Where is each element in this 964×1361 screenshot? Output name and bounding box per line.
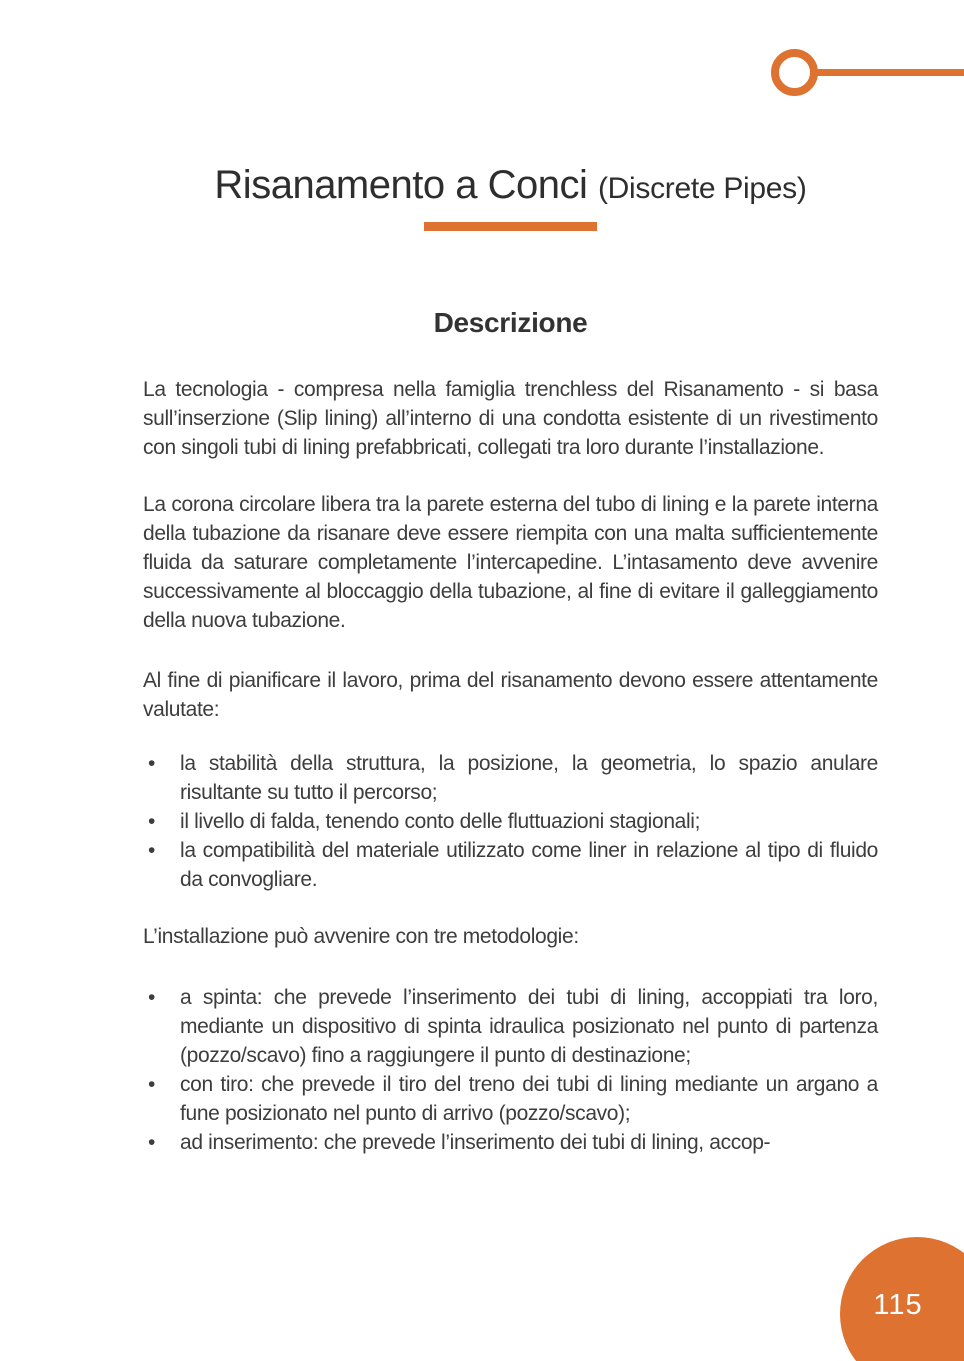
bullet-icon: • [148, 986, 156, 1009]
list-item-text: a spinta: che prevede l’inserimento dei tubi di lining, accoppiati tra loro, mediante un dispositivo di spinta idraulica posizionato nel punto di partenza (pozzo/scavo) fino a raggiungere il punto di destinazione; [180, 986, 878, 1067]
bullet-icon: • [148, 810, 156, 833]
list-item [143, 1070, 878, 1128]
bullet-icon: • [148, 752, 156, 775]
page-number: 115 [873, 1289, 923, 1321]
bullet-list-evaluations [143, 749, 878, 894]
section-heading: Descrizione [433, 307, 588, 338]
paragraph: La corona circolare libera tra la parete esterna del tubo di lining e la parete interna della tubazione da risanare deve essere riempita con una malta sufficientemente fluida da saturare completamente l’intercapedine. L’intasamento deve avvenire successivamente al bloccaggio della tubazione, al fine di evitare il galleggiamento della nuova tubazione. [143, 493, 878, 632]
list-item-text: la compatibilità del materiale utilizzato come liner in relazione al tipo di fluido da convogliare. [180, 839, 878, 891]
list-item-text: con tiro: che prevede il tiro del treno dei tubi di lining mediante un argano a fune posizionato nel punto di arrivo (pozzo/scavo); [180, 1073, 878, 1125]
list-item-text: ad inserimento: che prevede l’inserimento dei tubi di lining, accop- [180, 1131, 771, 1154]
text-column [143, 0, 878, 1157]
paragraph: L’installazione può avvenire con tre metodologie: [143, 925, 579, 948]
bullet-list-methods [143, 983, 878, 1157]
title-underline [424, 222, 597, 231]
list-item [143, 983, 878, 1070]
list-item [143, 749, 878, 807]
paragraph: Al fine di pianificare il lavoro, prima del risanamento devono essere attentamente valutate: [143, 669, 878, 721]
bullet-icon: • [148, 839, 156, 862]
list-item [143, 1128, 878, 1157]
list-item [143, 836, 878, 894]
bullet-icon: • [148, 1131, 156, 1154]
list-item-text: il livello di falda, tenendo conto delle fluttuazioni stagionali; [180, 810, 701, 833]
page-title-main: Risanamento a Conci [214, 163, 588, 207]
page-title-sub: (Discrete Pipes) [597, 172, 807, 205]
page-number-badge [840, 1237, 964, 1361]
paragraph: La tecnologia - compresa nella famiglia trenchless del Risanamento - si basa sull’inserzione (Slip lining) all’interno di una condotta esistente di un rivestimento con singoli tubi di lining prefabbricati, collegati tra loro durante l’installazione. [143, 378, 878, 459]
page-title [143, 164, 878, 210]
bullet-icon: • [148, 1073, 156, 1096]
list-item [143, 807, 878, 836]
list-item-text: la stabilità della struttura, la posizione, la geometria, lo spazio anulare risultante su tutto il percorso; [180, 752, 878, 804]
